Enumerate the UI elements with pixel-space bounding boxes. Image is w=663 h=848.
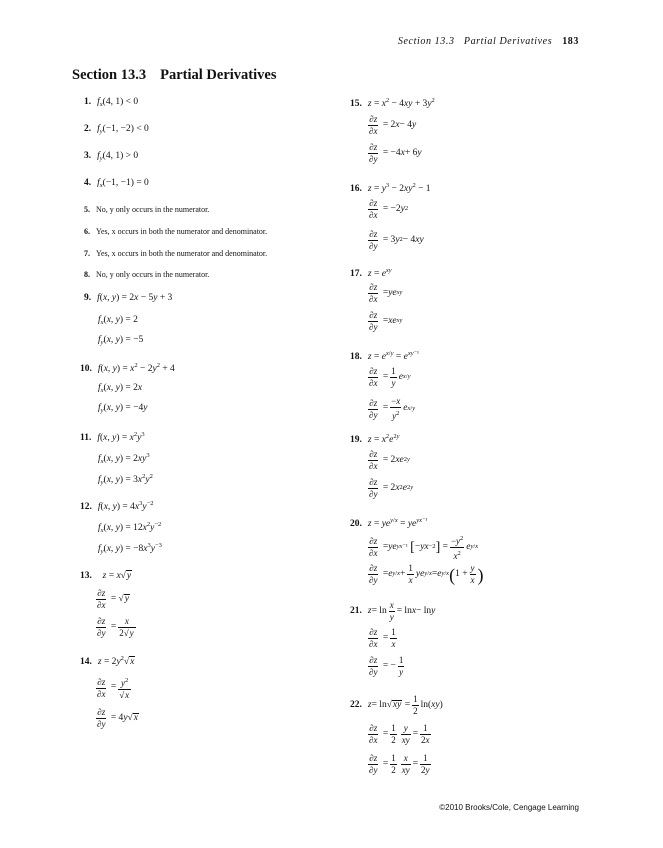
answer-7: 7. Yes, x occurs in both the numerator and denominator.: [84, 249, 268, 258]
answer-9: 9. f(x, y) = 2x − 5y + 3: [84, 293, 173, 303]
answer-15-dzdy: $\frac{\partial z}{\partial y}$ = −4 x + 6 y: [369, 142, 422, 164]
answer-12-fx: $f_x(x$, $y) = 12x^2y^{-2}$: [98, 521, 162, 534]
answer-17-dzdx: $\frac{\partial z}{\partial x}$ = ye xy: [369, 282, 403, 304]
answer-13-dzdy: $\frac{\partial z}{\partial y}$ = $\frac{x}{2√y}$: [97, 616, 134, 638]
answer-2: 2. $f_y(-1$, −2) < 0: [84, 124, 149, 135]
answer-16-dzdx: $\frac{\partial z}{\partial x}$ = −2 y 2: [369, 198, 409, 220]
answer-18: 18. $z = e^{x/y} = e^{xy^{-1}}$: [350, 350, 419, 362]
answer-20-dzdx: $\frac{\partial z}{\partial x}$ = ye yx⁻¹ [ − yx −2 ] = $\frac{-y^2}{x^2}$ e y/x: [369, 535, 479, 561]
answer-11-fx: $f_x(x$, $y) = 2xy^3$: [98, 452, 150, 465]
answer-14-dzdx: $\frac{\partial z}{\partial x}$ = $\frac{y^2}{√x}$: [97, 676, 130, 700]
page-number: 183: [562, 36, 579, 47]
answer-9-fy: $f_y(x$, y) = −5: [98, 335, 144, 346]
answer-18-dzdy: $\frac{\partial z}{\partial y}$ = $\frac{-x}{y^2}$ e x/y: [369, 396, 416, 421]
answer-1: 1. $f_x(4$, 1) < 0: [84, 97, 139, 108]
answer-21: 21. z = ln $\frac{x}{y}$ = ln x − ln y: [350, 600, 436, 622]
section-title: [72, 67, 276, 84]
answer-3: 3. $f_y(4$, 1) > 0: [84, 151, 139, 162]
answer-15: 15. $z = x^2 - 4xy + 3y^2$: [350, 97, 435, 109]
answer-13-dzdx: $\frac{\partial z}{\partial x}$ = √ y: [97, 588, 129, 610]
answer-18-dzdx: $\frac{\partial z}{\partial x}$ = $\frac{1}{y}$ e x/y: [369, 366, 411, 388]
answer-15-dzdx: $\frac{\partial z}{\partial x}$ = 2 x − 4 y: [369, 114, 417, 136]
answer-4: 4. $f_x(-1$, −1) = 0: [84, 178, 149, 189]
answer-22: 22. z = ln√ xy = $\frac{1}{2}$ ln( xy ): [350, 694, 443, 716]
answer-21-dzdy: $\frac{\partial z}{\partial y}$ = − $\frac{1}{y}$: [369, 655, 404, 677]
copyright-footer: ©2010 Brooks/Cole, Cengage Learning: [439, 803, 579, 812]
answer-20: 20. $z = ye^{y/x} = ye^{yx^{-1}}$: [350, 517, 428, 529]
answer-11: 11. f(x, $y) = x^2y^3$: [80, 431, 145, 443]
answer-19-dzdx: $\frac{\partial z}{\partial x}$ = 2 xe 2y: [369, 449, 410, 471]
answer-17-dzdy: $\frac{\partial z}{\partial y}$ = xe xy: [369, 310, 403, 332]
answer-10: 10. f(x, $y) = x^2 - 2y^2 + 4$: [80, 362, 175, 374]
answer-19-dzdy: $\frac{\partial z}{\partial y}$ = 2 x 2 e 2y: [369, 477, 414, 499]
answer-10-fx: $f_x(x$, y) = 2x: [98, 383, 143, 394]
answer-22-dzdx: $\frac{\partial z}{\partial x}$ = $\frac{1}{2}$ $\frac{y}{xy}$ = $\frac{1}{2x}$: [369, 723, 430, 745]
section-name: Partial Derivatives: [160, 67, 277, 83]
answer-20-dzdy: $\frac{\partial z}{\partial y}$ = e y/x + $\frac{1}{x}$ ye y/x = e y/x ( 1 + $\frac{y}{x}$ ): [369, 563, 484, 585]
running-header: [398, 36, 579, 47]
answer-13: 13. z = x√y: [80, 571, 132, 581]
answer-6: 6. Yes, x occurs in both the numerator and denominator.: [84, 227, 268, 236]
answer-5: 5. No, y only occurs in the numerator.: [84, 205, 210, 214]
answer-11-fy: $f_y(x$, $y) = 3x^2y^2$: [98, 473, 153, 486]
answer-17: 17. $z = e^{xy}$: [350, 267, 392, 279]
answer-8: 8. No, y only occurs in the numerator.: [84, 270, 210, 279]
answer-22-dzdy: $\frac{\partial z}{\partial y}$ = $\frac{1}{2}$ $\frac{x}{xy}$ = $\frac{1}{2y}$: [369, 753, 430, 775]
section-number: Section 13.3: [72, 67, 147, 83]
answer-9-fx: $f_x(x$, y) = 2: [98, 315, 138, 326]
answer-16: 16. $z = y^3 - 2xy^2 - 1$: [350, 182, 431, 194]
answer-19: 19. $z = x^2e^{2y}$: [350, 433, 400, 445]
running-title: Section 13.3 Partial Derivatives: [397, 36, 553, 47]
answer-14: 14. $z = 2y^2√x$: [80, 655, 135, 667]
answer-16-dzdy: $\frac{\partial z}{\partial y}$ = 3 y 2 − 4 xy: [369, 229, 424, 251]
answer-12: 12. f(x, $y) = 4x^3y^{-2}$: [80, 500, 154, 512]
answer-21-dzdx: $\frac{\partial z}{\partial x}$ = $\frac{1}{x}$: [369, 627, 396, 649]
answer-14-dzdy: $\frac{\partial z}{\partial y}$ = 4 y √ x: [97, 707, 138, 729]
answer-12-fy: $f_y(x$, $y) = -8x^3y^{-3}$: [98, 542, 162, 555]
answer-10-fy: $f_y(x$, y) = −4y: [98, 403, 148, 414]
